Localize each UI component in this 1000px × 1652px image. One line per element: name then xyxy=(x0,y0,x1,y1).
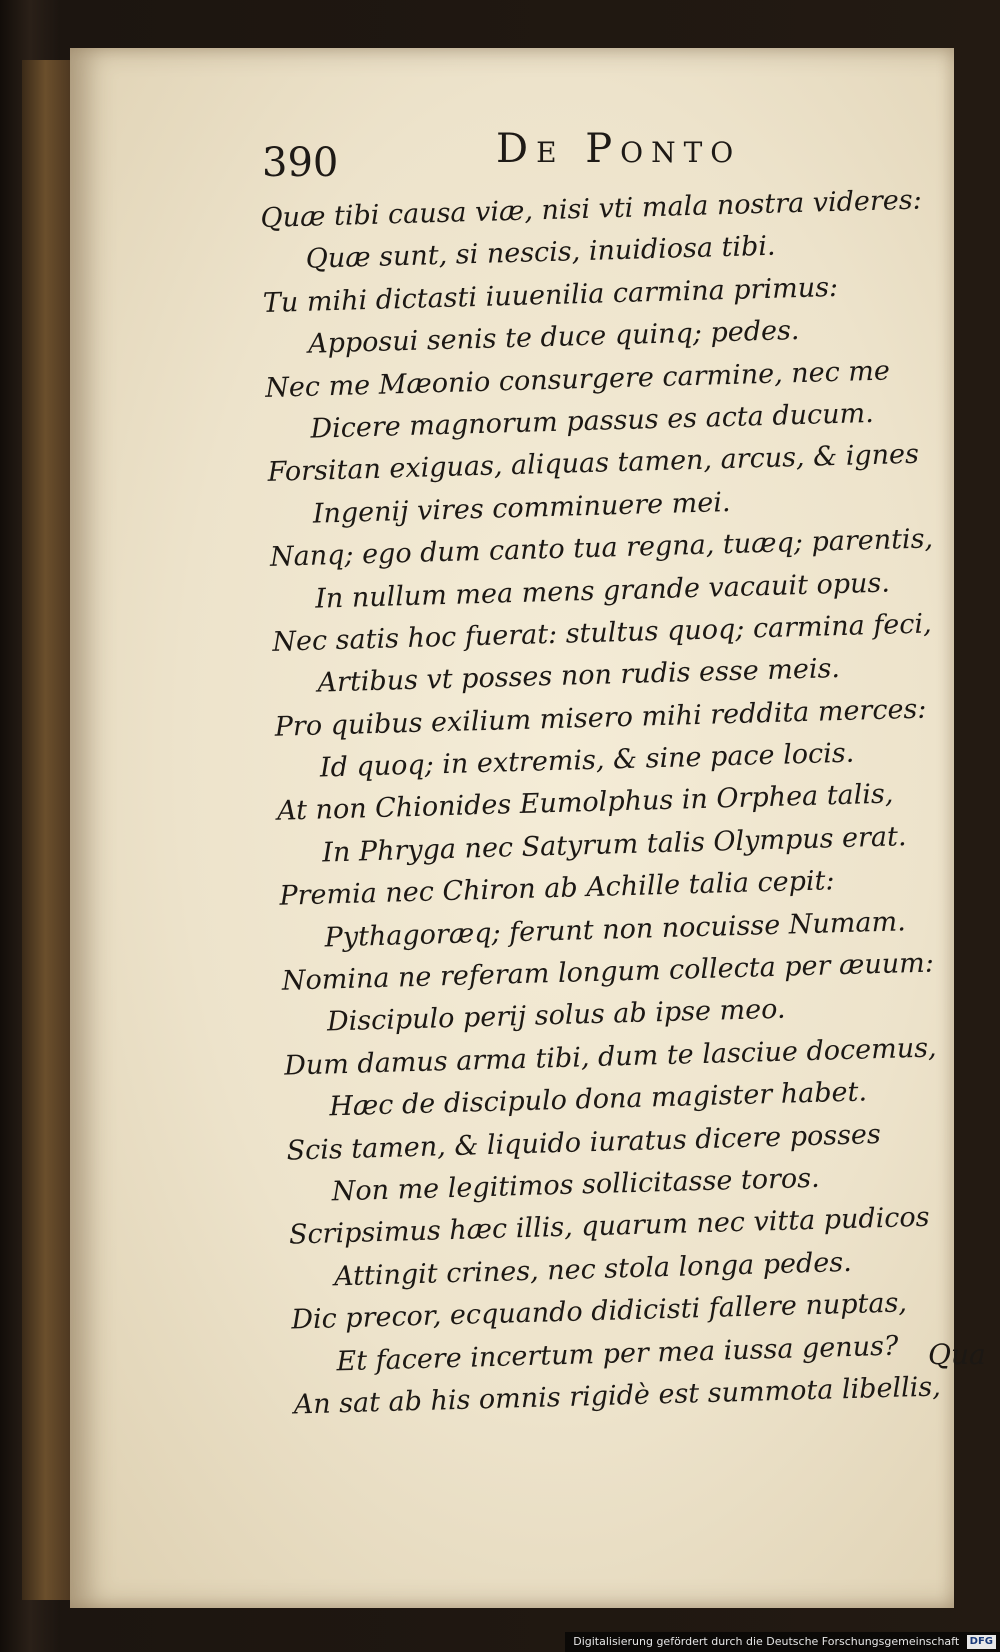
verse-line: Hæc de discipulo dona magister habet. xyxy=(328,1076,868,1123)
verse-line: Nec me Mæonio consurgere carmine, nec me xyxy=(264,355,891,404)
credit-text: Digitalisierung gefördert durch die Deutsche Forschungsgemeinschaft xyxy=(573,1635,960,1648)
verse-line: Dic precor, ecquando didicisti fallere nuptas, xyxy=(290,1287,908,1336)
verse-line: Quæ sunt, si nescis, inuidiosa tibi. xyxy=(305,231,776,276)
verse-line: Artibus vt posses non rudis esse meis. xyxy=(317,653,841,699)
verse-line: Non me legitimos sollicitasse toros. xyxy=(331,1162,821,1208)
verse-line: An sat ab his omnis rigidè est summota libellis, xyxy=(293,1371,942,1421)
page-number: 390 xyxy=(262,140,339,186)
verse-line: Pythagoræq; ferunt non nocuisse Numam. xyxy=(324,905,907,954)
book-spine-edge xyxy=(22,60,74,1600)
verse-line: Premia nec Chiron ab Achille talia cepit: xyxy=(279,865,835,912)
digitization-credit xyxy=(565,1632,1000,1652)
book-page xyxy=(70,48,986,1608)
verse-line: Nanq; ego dum canto tua regna, tuæq; parentis, xyxy=(269,523,934,573)
verse-line: At non Chionides Eumolphus in Orphea talis, xyxy=(276,779,894,828)
verse-line: Forsitan exiguas, aliquas tamen, arcus, & ignes xyxy=(267,439,920,489)
verse-line: In nullum mea mens grande vacauit opus. xyxy=(314,567,891,615)
verse-line: Dum damus arma tibi, dum te lasciue docemus, xyxy=(283,1032,937,1082)
verse-line: Tu mihi dictasti iuuenilia carmina primus: xyxy=(262,271,839,319)
running-head: De Ponto xyxy=(496,126,742,172)
verse-line: Scis tamen, & liquido iuratus dicere posses xyxy=(286,1118,882,1167)
verse-line: Nec satis hoc fuerat: stultus quoq; carmina feci, xyxy=(271,608,933,658)
verse-line: Nomina ne referam longum collecta per æuum: xyxy=(281,947,935,997)
verse-line: Quæ tibi causa viæ, nisi vti mala nostra videres: xyxy=(260,184,923,234)
verse-line: Apposui senis te duce quinq; pedes. xyxy=(307,315,800,360)
verse-line: Dicere magnorum passus es acta ducum. xyxy=(310,397,875,445)
catchword: Qua xyxy=(928,1338,986,1371)
verse-line: In Phryga nec Satyrum talis Olympus erat. xyxy=(321,821,907,869)
dfg-logo: DFG xyxy=(967,1635,996,1649)
verse-line: Et facere incertum per mea iussa genus? xyxy=(336,1330,899,1377)
verse-block xyxy=(260,179,984,1427)
verse-line: Discipulo perij solus ab ipse meo. xyxy=(326,994,786,1038)
verse-line: Id quoq; in extremis, & sine pace locis. xyxy=(319,737,855,784)
verse-line: Scripsimus hæc illis, quarum nec vitta pudicos xyxy=(288,1202,930,1251)
verse-line: Ingenij vires comminuere mei. xyxy=(312,486,731,530)
verse-line: Pro quibus exilium misero mihi reddita merces: xyxy=(274,693,927,743)
verse-line: Attingit crines, nec stola longa pedes. xyxy=(333,1246,853,1293)
